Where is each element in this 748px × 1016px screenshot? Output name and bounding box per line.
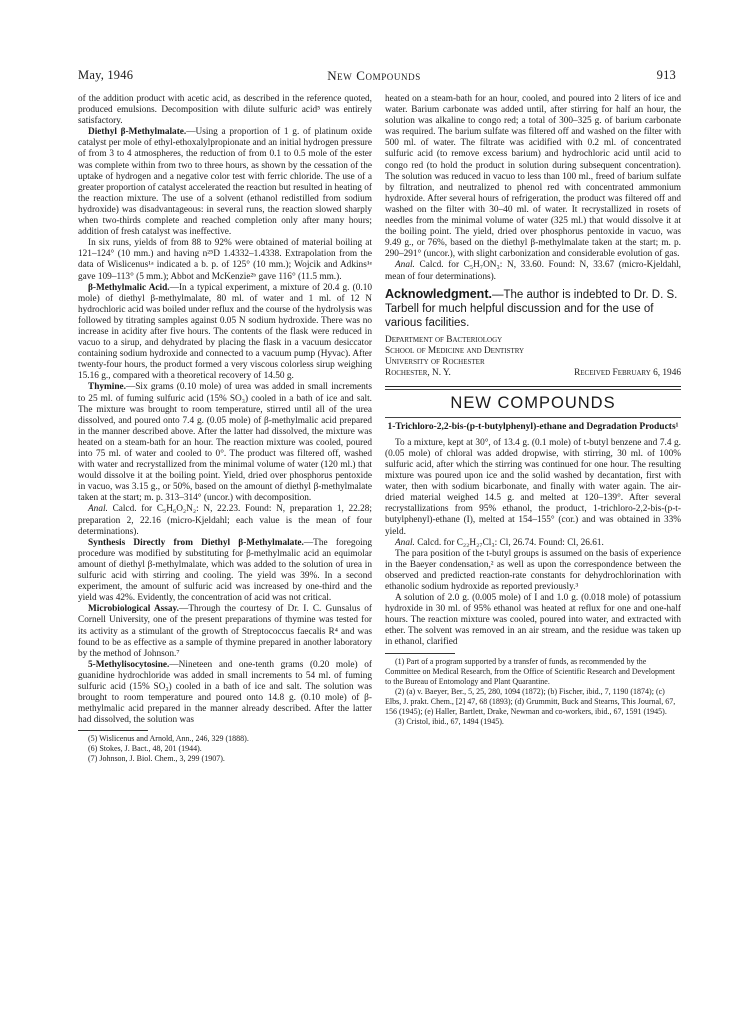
article-title: 1-Trichloro-2,2-bis-(p-t-butylphenyl)-ethane and Degradation Products¹: [387, 422, 679, 433]
acknowledgment-text: —The author is indebted to Dr. D. S. Tarbell for much helpful discussion and for the use of various facilities.: [385, 288, 678, 329]
received-date: Received February 6, 1946: [574, 368, 681, 379]
paragraph-methylmalic-acid: [78, 283, 372, 383]
paragraph: The para position of the t-butyl groups is assumed on the basis of experience in the Baeyer condensation,² as well as upon the correspondence between the observed and predicted reaction-rate constants for dehydrochlorination with ethanolic sodium hydroxide as reported previously.³: [385, 548, 681, 593]
page-number: 913: [656, 68, 676, 82]
analysis-paragraph: [78, 504, 372, 537]
footnote: (1) Part of a program supported by a transfer of funds, as recommended by the Committee on Medical Research, from the Office of Scientific Research and Development to the Bureau of Entomology and Plant Quarantine.: [385, 656, 675, 686]
paragraph-diethyl-methylmalate: [78, 127, 372, 238]
analysis-text: Calcd. for C₅H₆O₂N₂: N, 22.23. Found: N, preparation 1, 22.28; preparation 2, 22.16 (micro-Kjeldahl; each value is the mean of four determinations).: [78, 504, 372, 537]
paragraph: To a mixture, kept at 30°, of 13.4 g. (0.1 mole) of t-butyl benzene and 7.4 g. (0.05 mole) of chloral was added dropwise, with stirring, 30 ml. of 100% sulfuric acid, after which the stirring was continued for one hour. The resulting mixture was poured upon ice and the solid washed by decantation, first with water, then with sodium bicarbonate, and finally with water again. The air-dried material weighed 14.5 g. and melted at 120–139°. After several recrystallizations from 95% ethanol, the product, 1-trichloro-2,2-bis-(p-t-butylphenyl)-ethane (I), melted at 154–155° (cor.) and was obtained in 33% yield.: [385, 437, 681, 537]
address-line: Department of Bacteriology: [385, 335, 503, 346]
paragraph-text: —Six grams (0.10 mole) of urea was added in small increments to 25 ml. of fuming sulfuric acid (15% SO₃) cooled in a bath of ice and salt. The mixture was brought to room temperature, stirred until all of the urea dissolved, and poured onto 7.4 g. (0.05 mole) of β-methylmalic acid prepared in the manner described above. After the latter had dissolved, the mixture was heated on a steam-bath for an hour. The reaction mixture was cooled, poured into 75 ml. of water and cooled to 0°. The product was filtered off, washed with water and recrystallized from the minimal volume of water (120 ml.) that would dissolve it at the boiling point. Yield, dried over phosphorus pentoxide in vacuo, was 3.15 g., or 50%, based on the amount of diethyl β-methylmalate taken at the start; m. p. 313–314° (uncor.) with decomposition.: [78, 382, 372, 504]
paragraph-text: —Using a proportion of 1 g. of platinum oxide catalyst per mole of ethyl-ethoxalylpropionate and an initial hydrogen pressure of from 3 to 4 atmospheres, the reduction of from 0.1 to 0.5 mole of the ester was complete within from two to three hours, as shown by the cessation of the uptake of hydrogen and a negative color test with ferric chloride. The use of a greater proportion of catalyst accelerated the reaction but resulted in heating of the reaction mixture. The use of a solvent (ethanol redistilled from sodium hydroxide) was disadvantageous: in several runs, the reaction slowed sharply when two-thirds complete and reached completion only after many hours; addition of fresh catalyst was ineffective.: [78, 127, 373, 238]
section-divider: [385, 386, 681, 387]
footnote: (7) Johnson, J. Biol. Chem., 3, 299 (1907).: [88, 754, 225, 764]
paragraph: heated on a steam-bath for an hour, cooled, and poured into 2 liters of ice and water. Barium carbonate was added until, after stirring for half an hour, the solution was alkaline to congo red; a total of 300–325 g. of barium carbonate was required. The barium sulfate was filtered off and washed on the filter with 500 ml. of water. The filtrate was acidified with 0.2 ml. of concentrated sulfuric acid (to remove excess barium) and hydrochloric acid until acid to congo red (to hold the product in solution during subsequent concentration). The solution was reduced in vacuo to less than 100 ml., freed of barium sulfate by filtration, and neutralized to phenol red with concentrated ammonium hydroxide. After several hours of refrigeration, the product was filtered off and washed on the filter with 30–40 ml. of water. It recrystallized in rosets of needles from the minimal volume of water (325 ml.) that would dissolve it at the boiling point. The yield, dried over phosphorus pentoxide in vacuo, was 9.49 g., or 76%, based on the diethyl β-methylmalate taken at the start; m. p. 290–291° (uncor.), with slight carbonization and considerable evolution of gas.: [385, 94, 681, 260]
paragraph: In six runs, yields of from 88 to 92% were obtained of material boiling at 121–124° (10 mm.) and having n²⁵D 1.4332–1.4338. Extrapolation from the data of Wislicenus¹ᵃ indicated a b. p. of 125° (10 mm.); Wojcik and Adkins¹ᵉ gave 109–113° (5 mm.); Abbot and McKenzie²ᵇ gave 116° (11.5 mm.).: [78, 238, 372, 282]
footnote: (3) Cristol, ibid., 67, 1494 (1945).: [395, 716, 504, 726]
received-line: [385, 368, 681, 379]
header-section: New Compounds: [327, 68, 421, 83]
footnote: (6) Stokes, J. Bact., 48, 201 (1944).: [88, 744, 202, 754]
run-in-heading: β-Methylmalic Acid.: [88, 282, 170, 293]
analysis-text: Calcd. for C₅H₇ON₃: N, 33.60. Found: N, 33.67 (micro-Kjeldahl, mean of four determinations).: [385, 260, 682, 282]
address-city: Rochester, N. Y.: [385, 368, 451, 379]
run-in-heading: Thymine.: [88, 382, 126, 393]
acknowledgment: [385, 287, 681, 331]
author-address: [385, 335, 681, 379]
analysis-label: Anal.: [395, 537, 415, 548]
paragraph-text: —The foregoing procedure was modified by substituting for β-methylmalic acid an equimolar amount of diethyl β-methylmalate, which was added to the solution of urea in sulfuric acid with stirring and cooling. The yield was 39%. In a second experiment, the amount of sulfuric acid was increased by one-third and the yield was 42%. Evidently, the concentration of acid was not critical.: [78, 537, 372, 604]
analysis-paragraph: [385, 260, 681, 282]
paragraph-text: —In a typical experiment, a mixture of 20.4 g. (0.10 mole) of diethyl β-methylmalate, 80 ml. of water and 1 ml. of 12 N hydrochloric acid was boiled under reflux and the course of the hydrolysis was followed by titrating samples against 0.05 N sodium hydroxide. There was no increase in acidity after five hours. The contents of the flask were reduced in vacuo to a sirup, and dehydrated by placing the flask in a vacuum desiccator containing sodium hydroxide and connected to a vacuum pump (Hyvac). After twenty-four hours, the product formed a very viscous colorless sirup weighing 15.16 g., compared with a theoretical recovery of 14.50 g.: [78, 282, 373, 382]
footnote-rule: [385, 653, 455, 654]
paragraph-methylisocytosine: [78, 660, 372, 727]
right-column: [385, 94, 681, 727]
run-in-heading: Synthesis Directly from Diethyl β-Methylmalate.: [88, 537, 304, 548]
footnote-rule: [78, 730, 148, 731]
analysis-label: Anal.: [88, 504, 108, 515]
paragraph: of the addition product with acetic acid, as described in the reference quoted, produced emulsions. Decomposition with dilute sulfuric acid⁵ was entirely satisfactory.: [78, 94, 372, 127]
paragraph-text: —Through the courtesy of Dr. I. C. Gunsalus of Cornell University, one of the present preparations of thymine was tested for its activity as a stimulant of the growth of Streptococcus faecalis R⁴ and was found to be as effective as a sample of thymine prepared in another laboratory by the method of Johnson.⁷: [78, 604, 373, 659]
analysis-text: Calcd. for C₂₂H₂₇Cl₃: Cl, 26.74. Found: Cl, 26.61.: [417, 537, 604, 548]
run-in-heading: Diethyl β-Methylmalate.: [88, 127, 187, 138]
address-line: University of Rochester: [385, 357, 485, 368]
footnote: (5) Wislicenus and Arnold, Ann., 246, 329 (1888).: [88, 734, 249, 744]
footnote: (2) (a) v. Baeyer, Ber., 5, 25, 280, 1094 (1872); (b) Fischer, ibid., 7, 1190 (1874); (c) Elbs, J. prakt. Chem., [2] 47, 68 (1893); (d) Grummitt, Buck and Stearns, This Journal, 67, 156 (1945); (e) Haller, Bartlett, Drake, Newman and co-workers, ibid., 67, 1591 (1945).: [385, 686, 676, 716]
run-in-heading: Microbiological Assay.: [88, 604, 180, 615]
section-title: NEW COMPOUNDS: [450, 394, 616, 413]
paragraph-thymine: [78, 382, 372, 504]
paragraph: A solution of 2.0 g. (0.005 mole) of I and 1.0 g. (0.018 mole) of potassium hydroxide in 30 ml. of 95% ethanol was heated at reflux for one and one-half hours. The reaction mixture was cooled, poured into water, and extracted with ether. The solvent was removed in an air stream, and the residue was taken up in ethanol, clarified: [385, 593, 681, 648]
section-divider: [385, 389, 681, 390]
acknowledgment-heading: Acknowledgment.: [385, 286, 492, 301]
paragraph-direct-synthesis: [78, 538, 372, 605]
header-date: May, 1946: [78, 68, 134, 82]
paragraph-microbiological-assay: [78, 604, 372, 659]
address-line: School of Medicine and Dentistry: [385, 346, 525, 357]
analysis-label: Anal.: [395, 260, 415, 271]
paragraph-text: —Nineteen and one-tenth grams (0.20 mole) of guanidine hydrochloride was added in small increments to 54 ml. of fuming sulfuric acid (15% SO₃) cooled in a bath of ice and salt. The solution was brought to room temperature and poured onto 14.8 g. (0.10 mole) of β-methylmalic acid prepared in the manner already described. After the latter had dissolved, the solution was: [78, 659, 372, 726]
left-column: [78, 94, 372, 764]
run-in-heading: 5-Methylisocytosine.: [88, 659, 170, 670]
analysis-paragraph: [385, 538, 681, 549]
section-divider: [385, 417, 681, 418]
